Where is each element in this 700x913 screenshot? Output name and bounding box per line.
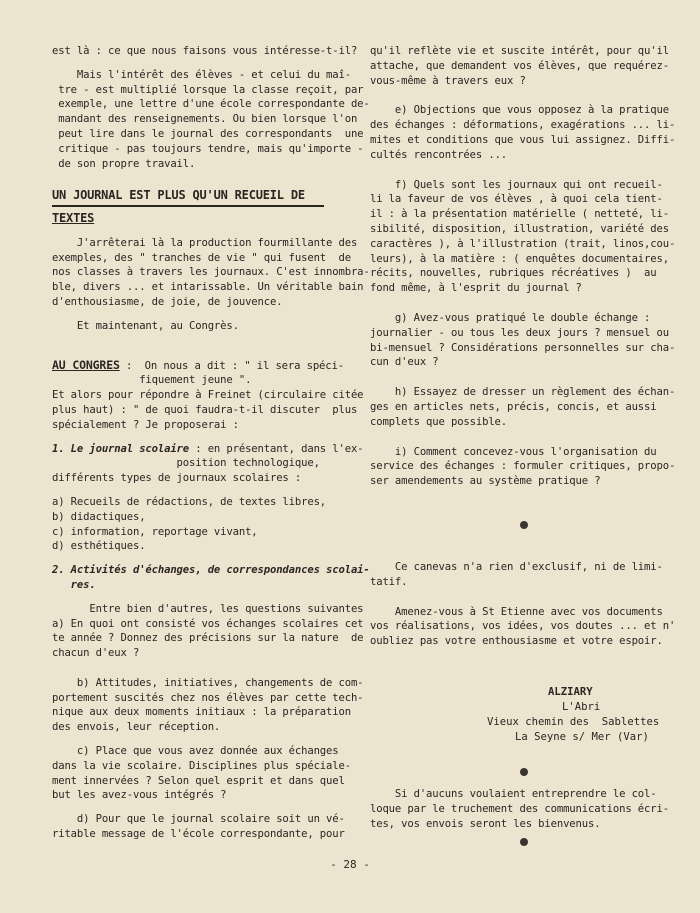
text-line: Si d'aucuns voulaient entreprendre le col- <box>370 788 657 800</box>
question-g <box>370 311 676 370</box>
question-d <box>52 812 352 842</box>
text-line: fond même, à l'esprit du journal ? <box>370 282 582 295</box>
text-line: tre - est multiplié lorsque la classe reçoit, par <box>52 83 364 96</box>
text-line: journalier - ou tous les deux jours ? mensuel ou <box>370 326 669 339</box>
text-line: J'arrêterai là la production fourmillante des <box>52 236 358 249</box>
section-heading: UN JOURNAL EST PLUS QU'UN RECUEIL DE <box>52 188 305 203</box>
question-i <box>370 445 676 489</box>
text-line: caractères ), à l'illustration (trait, linos,cou- <box>370 237 676 250</box>
text-line: nique aux deux moments initiaux : la préparation <box>52 706 351 719</box>
question-c <box>52 744 352 803</box>
text-line: i) Comment concevez-vous l'organisation du <box>370 445 657 458</box>
text-line: des envois, leur réception. <box>52 721 221 734</box>
text-span: : en présentant, dans l'ex- <box>189 442 364 455</box>
text-line: Amenez-vous à St Etienne avec vos documents <box>370 605 663 618</box>
page-number: - 28 - <box>330 858 370 871</box>
text-line: Et maintenant, au Congrès. <box>52 319 239 332</box>
text-line: exemples, des " tranches de vie " qui fusent de <box>52 251 351 264</box>
text-line: critique - pas toujours tendre, mais qu'importe - <box>52 142 364 155</box>
closing-section <box>370 560 676 649</box>
question-d-continued <box>370 44 669 88</box>
text-line: est là : ce que nous faisons vous intéresse-t-il? <box>52 45 358 57</box>
subsection-line <box>52 442 364 457</box>
text-line: position technologique, <box>52 457 320 470</box>
heading-underline <box>52 205 324 206</box>
text-line: tatif. <box>370 575 408 588</box>
signature-address-line: Vieux chemin des Sablettes <box>487 716 660 728</box>
text-line: c) Place que vous avez donnée aux échanges <box>52 745 339 758</box>
question-e <box>370 103 676 162</box>
text-line: nos classes à travers les journaux. C'est innombra- <box>52 266 370 279</box>
section-heading: AU CONGRES <box>52 357 120 372</box>
text-line: tes, vos envois seront les bienvenus. <box>370 817 601 830</box>
text-line: portement suscités chez nos élèves par cette tech- <box>52 691 364 704</box>
text-line: leurs), à la matière : ( enquêtes documentaires, <box>370 252 669 265</box>
text-line: plus haut) : " de quoi faudra-t-il discuter plus <box>52 403 358 416</box>
text-line: il : à la présentation matérielle ( netteté, li- <box>370 208 669 221</box>
text-line: h) Essayez de dresser un règlement des échan- <box>370 386 676 399</box>
text-line: vos réalisations, vos idées, vos doutes ... et n' <box>370 620 676 633</box>
subsection-title: 2. Activités d'échanges, de correspondances scolai- <box>52 564 370 577</box>
signature-name: ALZIARY <box>548 686 593 698</box>
text-line: b) Attitudes, initiatives, changements de com- <box>52 676 364 689</box>
list-item: a) Recueils de rédactions, de textes libres, <box>52 495 327 508</box>
text-line: loque par le truchement des communications écri- <box>370 802 669 815</box>
question-f <box>370 178 676 296</box>
text-line: ble, divers ... et intarissable. Un véritable bain <box>52 281 364 294</box>
list-item: d) esthétiques. <box>52 540 146 553</box>
congres-line <box>52 358 352 374</box>
text-line: but les avez-vous intégrés ? <box>52 789 227 802</box>
text-line: bi-mensuel ? Considérations personnelles sur cha- <box>370 341 676 354</box>
text-line: sibilité, disposition, illustration, variété des <box>370 222 669 235</box>
text-line: f) Quels sont les journaux qui ont recueil- <box>370 178 663 191</box>
text-line: oubliez pas votre enthousiasme et votre espoir. <box>370 635 663 648</box>
bullet-dot <box>520 768 528 776</box>
text-line: dans la vie scolaire. Disciplines plus spéciale- <box>52 759 351 772</box>
text-line: qu'il reflète vie et suscite intérêt, pour qu'il <box>370 45 669 57</box>
subsection-title: res. <box>52 578 96 591</box>
text-line: d'enthousiasme, de joie, de jouvence. <box>52 295 283 308</box>
text-line: différents types de journaux scolaires : <box>52 472 302 485</box>
bullet-dot <box>520 838 528 846</box>
text-line: fiquement jeune ". <box>52 374 252 387</box>
text-line: attache, que demandent vos élèves, que requérez- <box>370 59 669 72</box>
bullet-dot <box>520 521 528 529</box>
text-line: mandant des renseignements. Ou bien lorsque l'on <box>52 113 358 126</box>
text-line: ritable message de l'école correspondante, pour <box>52 828 345 841</box>
text-line: cultés rencontrées ... <box>370 148 508 161</box>
text-line: exemple, une lettre d'une école correspondante de- <box>52 98 370 111</box>
text-line: te année ? Donnez des précisions sur la nature de <box>52 632 364 645</box>
paragraph-production <box>52 236 370 310</box>
text-line: ment innervées ? Selon quel esprit et dans quel <box>52 774 345 787</box>
text-line: mites et conditions que vous lui assignez. Diffi- <box>370 133 676 146</box>
signature-address-line: La Seyne s/ Mer (Var) <box>515 731 649 743</box>
subsection-title: 1. Le journal scolaire <box>52 442 190 455</box>
text-line: ser amendements au système pratique ? <box>370 475 601 488</box>
text-line: e) Objections que vous opposez à la pratique <box>370 104 669 117</box>
text-span: : On nous a dit : " il sera spéci- <box>119 359 344 372</box>
section-heading: TEXTES <box>52 210 95 225</box>
text-line: récits, nouvelles, rubriques récréatives ) au <box>370 267 657 280</box>
paragraph-interest <box>52 68 370 172</box>
text-line: Et alors pour répondre à Freinet (circulaire citée <box>52 389 364 402</box>
text-line: Mais l'intérêt des élèves - et celui du maî- <box>52 68 351 81</box>
text-line: g) Avez-vous pratiqué le double échange : <box>370 311 651 324</box>
final-paragraph <box>370 787 669 831</box>
list-item: b) didactiques, <box>52 510 146 523</box>
text-line: d) Pour que le journal scolaire soit un vé- <box>52 813 345 826</box>
left-column <box>52 44 370 842</box>
text-line: a) En quoi ont consisté vos échanges scolaires cet <box>52 617 364 630</box>
list-item: c) information, reportage vivant, <box>52 525 258 538</box>
journal-types-list <box>52 495 352 554</box>
question-h <box>370 385 676 429</box>
text-line: Ce canevas n'a rien d'exclusif, ni de limi- <box>370 561 663 573</box>
text-line: Entre bien d'autres, les questions suivantes <box>52 602 364 615</box>
text-line: ges en articles nets, précis, concis, et aussi <box>370 400 657 413</box>
signature-address-line: L'Abri <box>562 701 601 713</box>
text-line: service des échanges : formuler critiques, propo- <box>370 460 676 473</box>
text-line: cun d'eux ? <box>370 356 439 369</box>
right-column <box>370 44 676 489</box>
text-line: chacun d'eux ? <box>52 647 140 660</box>
text-line: complets que possible. <box>370 415 508 428</box>
text-line: vous-même à travers eux ? <box>370 74 526 87</box>
text-line: des échanges : déformations, exagérations ... li- <box>370 119 676 132</box>
question-a <box>52 617 364 661</box>
question-b <box>52 676 364 735</box>
text-line: li la faveur de vos élèves , à quoi cela tient- <box>370 193 663 206</box>
text-line: peut lire dans le journal des correspondants une <box>52 127 364 140</box>
text-line: de son propre travail. <box>52 157 196 170</box>
text-line: spécialement ? Je proposerai : <box>52 418 239 431</box>
